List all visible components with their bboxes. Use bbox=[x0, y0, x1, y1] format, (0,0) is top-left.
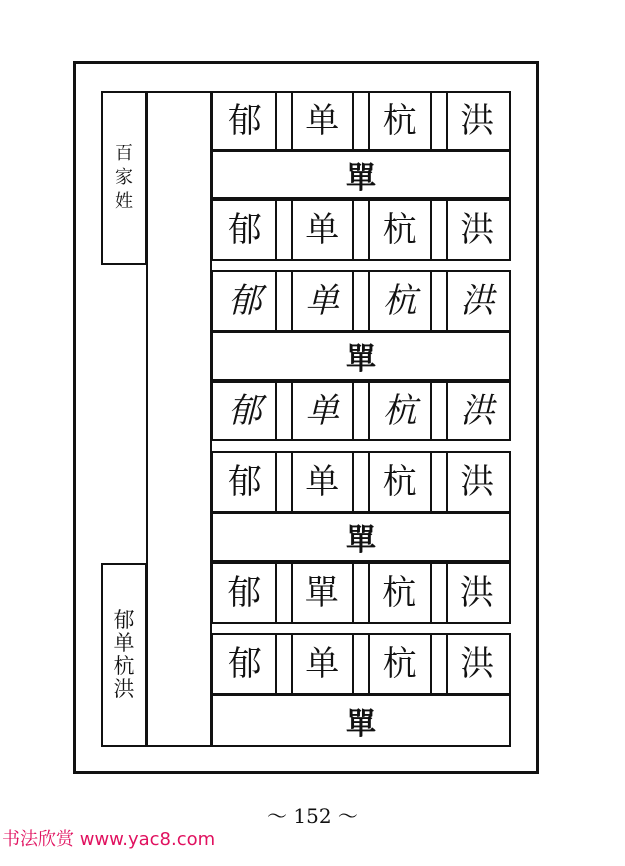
label-char: 姓 bbox=[115, 191, 133, 212]
page-number: ～ 152 ～ bbox=[267, 804, 358, 828]
char-cell: 单 bbox=[291, 272, 355, 330]
char-cell: 洪 bbox=[446, 93, 510, 149]
char-cell: 洪 bbox=[446, 201, 510, 259]
sidebar-bottom-label bbox=[101, 563, 147, 747]
char-row bbox=[211, 562, 511, 624]
char-row bbox=[211, 451, 511, 513]
sidebar-top-label bbox=[101, 91, 147, 265]
variant-row: 單 bbox=[211, 512, 511, 562]
char-cell: 杭 bbox=[368, 272, 432, 330]
char-cell: 郁 bbox=[213, 635, 277, 693]
char-cell: 单 bbox=[291, 383, 355, 439]
char-cell: 杭 bbox=[368, 93, 432, 149]
label-char: 单 bbox=[113, 631, 135, 655]
char-cell: 洪 bbox=[446, 383, 510, 439]
char-cell: 杭 bbox=[368, 635, 432, 693]
char-cell: 单 bbox=[291, 635, 355, 693]
char-cell: 杭 bbox=[368, 564, 432, 622]
char-row bbox=[211, 633, 511, 695]
char-cell: 杭 bbox=[368, 201, 432, 259]
char-cell: 杭 bbox=[368, 383, 432, 439]
char-cell: 郁 bbox=[213, 564, 277, 622]
label-char: 百 bbox=[115, 143, 133, 164]
char-cell: 洪 bbox=[446, 453, 510, 511]
watermark: 书法欣赏 www.yac8.com bbox=[2, 829, 216, 850]
char-cell: 单 bbox=[291, 93, 355, 149]
char-cell: 单 bbox=[291, 453, 355, 511]
variant-row: 單 bbox=[211, 150, 511, 199]
char-cell: 洪 bbox=[446, 272, 510, 330]
char-cell: 郁 bbox=[213, 453, 277, 511]
char-row bbox=[211, 199, 511, 261]
label-char: 家 bbox=[115, 167, 133, 188]
char-cell: 洪 bbox=[446, 564, 510, 622]
variant-row: 單 bbox=[211, 331, 511, 381]
char-cell: 郁 bbox=[213, 93, 277, 149]
label-char: 郁 bbox=[113, 608, 135, 632]
char-cell: 郁 bbox=[213, 383, 277, 439]
variant-row: 單 bbox=[211, 694, 511, 747]
char-cell: 杭 bbox=[368, 453, 432, 511]
char-cell: 單 bbox=[291, 564, 355, 622]
label-char: 杭 bbox=[113, 654, 135, 678]
char-cell: 单 bbox=[291, 201, 355, 259]
char-row bbox=[211, 270, 511, 332]
label-char: 洪 bbox=[113, 677, 135, 701]
char-cell: 郁 bbox=[213, 272, 277, 330]
char-cell: 洪 bbox=[446, 635, 510, 693]
char-row bbox=[211, 381, 511, 441]
char-cell: 郁 bbox=[213, 201, 277, 259]
char-row bbox=[211, 91, 511, 151]
sidebar-column bbox=[146, 91, 212, 747]
